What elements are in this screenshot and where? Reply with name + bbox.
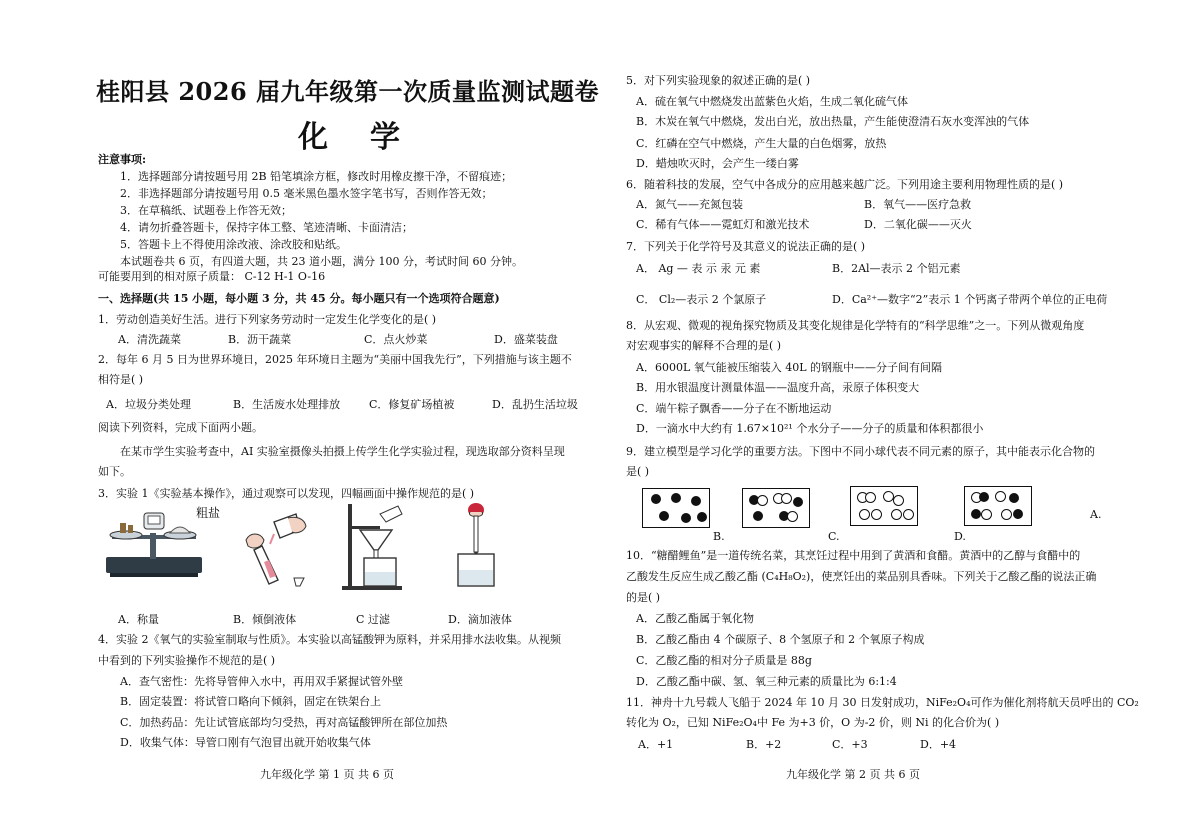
question-5: 5．对下列实验现象的叙述正确的是( ) [626,74,811,87]
question-1: 1．劳动创造美好生活。进行下列家务劳动时一定发生化学变化的是( ) [98,313,437,326]
q2-option-a: A．垃圾分类处理 [106,398,191,411]
question-11-cont: 转化为 O₂，已知 NiFe₂O₄中 Fe 为+3 价，O 为-2 价，则 Ni 的化合价为( ) [626,716,1000,729]
notice-item: 4．请勿折叠答题卡，保持字体工整、笔迹清晰、卡面清洁； [120,221,413,234]
pouring-liquid-image [234,500,314,590]
q8-option-c: C．端午粽子飘香——分子在不断地运动 [636,402,832,415]
exam-page-2 [600,0,1200,830]
q1-option-a: A．清洗蔬菜 [118,333,181,346]
page-footer: 九年级化学 第 1 页 共 6 页 [260,768,394,781]
q7-option-c: C． Cl₂—表示 2 个氯原子 [636,293,767,306]
q6-option-c: C．稀有气体——霓虹灯和激光技术 [636,218,810,231]
q5-option-a: A．硫在氧气中燃烧发出蓝紫色火焰，生成二氧化硫气体 [636,95,908,108]
q5-option-d: D．蜡烛吹灭时，会产生一缕白雾 [636,157,799,170]
q4-option-c: C．加热药品：先让试管底部均匀受热，再对高锰酸钾所在部位加热 [120,716,448,729]
q1-option-b: B．沥干蔬菜 [228,333,292,346]
q6-option-a: A．氮气——充氮包装 [636,198,743,211]
q7-option-b: B．2Al—表示 2 个铝元素 [832,262,961,275]
q3-option-a: A．称量 [118,613,159,626]
q4-option-d: D．收集气体：导管口刚有气泡冒出就开始收集气体 [120,736,371,749]
notice-item: 5．答题卡上不得使用涂改液、涂改胶和贴纸。 [120,238,347,251]
question-11: 11．神舟十九号载人飞船于 2024 年 10 月 30 日发射成功，NiFe₂O₄可作为催化剂将航天员呼出的 CO₂ [626,696,1139,709]
question-2: 2．每年 6 月 5 日为世界环境日，2025 年环境日主题为“美丽中国我先行”，下列措施与该主题不 [98,353,572,366]
question-4-cont: 中看到的下列实验操作不规范的是( ) [98,654,276,667]
material-text-cont: 如下。 [98,465,131,478]
q3-option-d: D．滴加液体 [448,613,512,626]
q10-option-d: D．乙酸乙酯中碳、氢、氧三种元素的质量比为 6:1:4 [636,675,897,688]
q7-option-a: A． Ag — 表 示 汞 元 素 [636,262,761,275]
notice-item: 2．非选择题部分请按题号用 0.5 毫米黑色墨水签字笔书写，否则作答无效； [120,187,493,200]
model-box-a [642,488,710,528]
reading-instruction: 阅读下列资料，完成下面两小题。 [98,421,263,434]
q6-option-b: B．氧气——医疗急救 [864,198,972,211]
question-10-cont: 乙酸发生反应生成乙酸乙酯 (C₄H₈O₂)，使烹饪出的菜品别具香味。下列关于乙酸乙酯的说法正确 [626,570,1097,583]
q8-option-a: A．6000L 氧气能被压缩装入 40L 的钢瓶中——分子间有间隔 [636,361,943,374]
q7-option-d: D．Ca²⁺—数字“2”表示 1 个钙离子带两个单位的正电荷 [832,293,1108,306]
q1-option-d: D．盛菜装盘 [494,333,558,346]
question-10: 10．“糖醋鲤鱼”是一道传统名菜，其烹饪过程中用到了黄酒和食醋。黄酒中的乙醇与食醋中的 [626,549,1081,562]
dropping-liquid-image [452,500,512,592]
question-9: 9．建立模型是学习化学的重要方法。下图中不同小球代表不同元素的原子，其中能表示化合物的 [626,445,1095,458]
q3-option-c: C 过滤 [356,613,390,626]
q1-option-c: C．点火炒菜 [364,333,428,346]
question-10-cont2: 的是( ) [626,591,661,604]
q2-option-b: B．生活废水处理排放 [233,398,341,411]
exam-info: 本试题卷共 6 页，有四道大题，共 23 道小题，满分 100 分，考试时间 60 分钟。 [120,255,523,268]
coarse-salt-label: 粗盐 [196,506,221,520]
question-8: 8．从宏观、微观的视角探究物质及其变化规律是化学特有的“科学思维”之一。下列从微观角度 [626,319,1085,332]
model-box-b [742,488,810,528]
q3-option-b: B．倾倒液体 [233,613,297,626]
q4-option-b: B．固定装置：将试管口略向下倾斜，固定在铁架台上 [120,695,382,708]
question-6: 6．随着科技的发展，空气中各成分的应用越来越广泛。下列用途主要利用物理性质的是( ) [626,178,1064,191]
material-text: 在某市学生实验考查中，AI 实验室摄像头拍摄上传学生化学实验过程，现选取部分资料呈现 [120,445,565,458]
q9-label-d: D. [954,530,966,543]
question-9-cont: 是( ) [626,465,650,478]
notice-item: 3．在草稿纸、试题卷上作答无效； [120,204,292,217]
q4-option-a: A．查气密性：先将导管伸入水中，再用双手紧握试管外壁 [120,675,403,688]
q11-option-c: C．+3 [832,738,868,751]
q5-option-b: B．木炭在氧气中燃烧，发出白光，放出热量，产生能使澄清石灰水变浑浊的气体 [636,115,1030,128]
q8-option-d: D．一滴水中大约有 1.67×10²¹ 个水分子——分子的质量和体积都很小 [636,422,984,435]
q6-option-d: D．二氧化碳——灭火 [864,218,972,231]
q9-label-c: C. [828,530,840,543]
q11-option-d: D．+4 [920,738,957,751]
subject-title: 化学 [298,120,442,155]
atomic-masses: 可能要用到的相对原子质量： C-12 H-1 O-16 [98,270,326,283]
model-box-d [964,486,1032,526]
notice-heading: 注意事项: [98,153,147,166]
page-footer: 九年级化学 第 2 页 共 6 页 [786,768,920,781]
q10-option-c: C．乙酸乙酯的相对分子质量是 88g [636,654,812,667]
q2-option-d: D．乱扔生活垃圾 [492,398,578,411]
q11-option-b: B．+2 [746,738,782,751]
exam-title: 桂阳县 2026 届九年级第一次质量监测试题卷 [96,77,600,106]
q10-option-b: B．乙酸乙酯由 4 个碳原子、8 个氢原子和 2 个氧原子构成 [636,633,925,646]
section-heading: 一、选择题(共 15 小题，每小题 3 分，共 45 分。每小题只有一个选项符合题意) [98,292,500,305]
question-2-cont: 相符是( ) [98,373,144,386]
question-4: 4．实验 2《氧气的实验室制取与性质》。本实验以高锰酸钾为原料，并采用排水法收集。从视频 [98,633,561,646]
notice-item: 1．选择题部分请按题号用 2B 铅笔填涂方框，修改时用橡皮擦干净，不留痕迹； [120,170,513,183]
filtration-image [340,500,420,592]
model-box-c [850,486,918,526]
question-8-cont: 对宏观事实的解释不合理的是( ) [626,339,782,352]
q10-option-a: A．乙酸乙酯属于氧化物 [636,612,754,625]
q9-label-b: B. [713,530,725,543]
question-3: 3．实验 1《实验基本操作》，通过观察可以发现，四幅画面中操作规范的是( ) [98,487,475,500]
q2-option-c: C．修复矿场植被 [369,398,455,411]
q8-option-b: B．用水银温度计测量体温——温度升高，汞原子体积变大 [636,381,920,394]
q5-option-c: C．红磷在空气中燃烧，产生大量的白色烟雾，放热 [636,137,887,150]
q11-option-a: A．+1 [638,738,674,751]
q9-label-a: A. [1090,508,1102,521]
question-7: 7．下列关于化学符号及其意义的说法正确的是( ) [626,240,866,253]
